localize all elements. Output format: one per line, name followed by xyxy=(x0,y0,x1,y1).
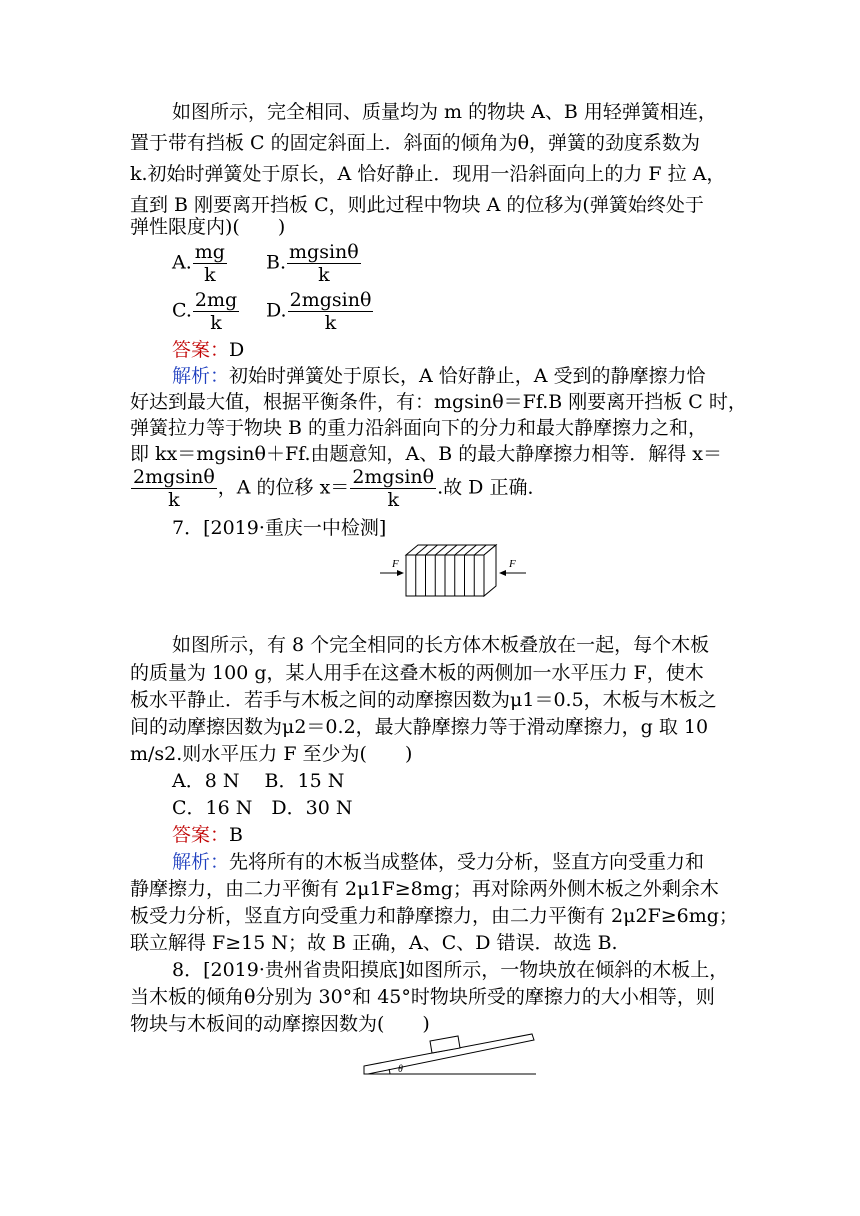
q7-analysis-line-2: 静摩擦力，由二力平衡有 2μ1F≥8mg；再对除两外侧木板之外剩余木 xyxy=(130,878,719,900)
answer-label: 答案： xyxy=(172,824,230,846)
arrowhead-icon xyxy=(397,570,404,576)
q7-stem-line-5: m/s2.则水平压力 F 至少为( ) xyxy=(130,743,413,765)
inclined-board-figure xyxy=(360,1030,540,1078)
angle-label: θ xyxy=(398,1064,403,1075)
q6-option-c xyxy=(172,289,240,334)
analysis-label: 解析： xyxy=(172,365,230,387)
q7-title: 7．[2019·重庆一中检测] xyxy=(172,517,387,539)
fraction: $\frac{2mgsin\theta}{k}$ xyxy=(133,466,215,511)
q7-analysis-line-3: 板受力分析，竖直方向受重力和静摩擦力，由二力平衡有 2μ2F≥6mg； xyxy=(130,905,738,927)
q8-stem-line-2: 当木板的倾角θ分别为 30°和 45°时物块所受的摩擦力的大小相等，则 xyxy=(130,986,715,1008)
q6-stem-line-3: k.初始时弹簧处于原长，A 恰好静止．现用一沿斜面向上的力 F 拉 A， xyxy=(130,163,726,185)
q7-answer xyxy=(172,822,772,848)
left-force-label: F xyxy=(392,558,399,570)
option-fraction: $\frac{2mg}{k}$ xyxy=(194,289,238,334)
q7-stem-line-1: 如图所示，有 8 个完全相同的长方体木板叠放在一起，每个木板 xyxy=(172,634,710,656)
right-force-label: F xyxy=(509,558,516,570)
q6-analysis-line-5: $\frac{2mgsin\theta}{k}$ ，A 的位移 x＝ $\frac{2mgsin\theta}{k}$ .故 D 正确． xyxy=(133,466,547,511)
option-label: A. xyxy=(172,251,192,274)
q6-stem-line-5: 弹性限度内)( ) xyxy=(130,216,286,238)
arrowhead-icon xyxy=(499,570,506,576)
q6-stem-line-1: 如图所示，完全相同、质量均为 m 的物块 A、B 用轻弹簧相连， xyxy=(172,101,717,123)
fraction: $\frac{2mgsin\theta}{k}$ xyxy=(352,466,435,511)
q6-analysis-line-4: 即 kx＝mgsinθ＋Ff.由题意知，A、B 的最大静摩擦力相等．解得 x＝ xyxy=(130,443,723,465)
option-label: B. xyxy=(266,251,287,274)
q7-stem-line-2: 的质量为 100 g，某人用手在这叠木板的两侧加一水平压力 F，使木 xyxy=(130,662,704,684)
q7-stem-line-4: 间的动摩擦因数为μ2＝0.2，最大静摩擦力等于滑动摩擦力，g 取 10 xyxy=(130,716,709,738)
q8-stem-line-3: 物块与木板间的动摩擦因数为( ) xyxy=(130,1013,430,1035)
option-label: D. xyxy=(266,299,287,322)
answer-label: 答案： xyxy=(172,339,230,361)
q6-analysis-line-1: 解析：初始时弹簧处于原长，A 恰好静止，A 受到的静摩擦力恰 xyxy=(172,365,706,387)
answer-value: D xyxy=(229,339,245,361)
q7-analysis-line-4: 联立解得 F≥15 N；故 B 正确，A、C、D 错误．故选 B. xyxy=(130,932,618,954)
q6-option-b xyxy=(266,241,362,286)
option-fraction: $\frac{2mgsin\theta}{k}$ xyxy=(289,289,372,334)
answer-value: B xyxy=(229,824,243,846)
q7-options-row-1: A．8 N B．15 N xyxy=(172,770,345,792)
q7-stem-line-3: 板水平静止．若手与木板之间的动摩擦因数为μ1＝0.5，木板与木板之 xyxy=(130,689,717,711)
q6-analysis-line-3: 弹簧拉力等于物块 B 的重力沿斜面向下的分力和最大静摩擦力之和， xyxy=(130,417,708,439)
option-fraction: $\frac{mg}{k}$ xyxy=(194,241,225,286)
q6-analysis-line-2: 好达到最大值，根据平衡条件，有：mgsinθ＝Ff.B 刚要离开挡板 C 时， xyxy=(130,391,747,413)
q6-option-a xyxy=(172,241,228,286)
q7-options-row-2: C．16 N D．30 N xyxy=(172,797,353,819)
analysis-label: 解析： xyxy=(172,851,230,873)
q6-answer xyxy=(172,337,772,363)
q7-analysis-line-1: 解析：先将所有的木板当成整体，受力分析，竖直方向受重力和 xyxy=(172,851,705,873)
q6-stem-line-4: 直到 B 刚要离开挡板 C，则此过程中物块 A 的位移为(弹簧始终处于 xyxy=(130,194,704,216)
wooden-boards-figure xyxy=(378,540,528,602)
option-fraction: $\frac{mgsin\theta}{k}$ xyxy=(289,241,359,286)
q6-stem-line-2: 置于带有挡板 C 的固定斜面上．斜面的倾角为θ，弹簧的劲度系数为 xyxy=(130,132,701,154)
option-label: C. xyxy=(172,299,192,322)
q6-option-d xyxy=(266,289,374,334)
q8-stem-line-1: 8．[2019·贵州省贵阳摸底]如图所示，一物块放在倾斜的木板上， xyxy=(172,959,729,981)
